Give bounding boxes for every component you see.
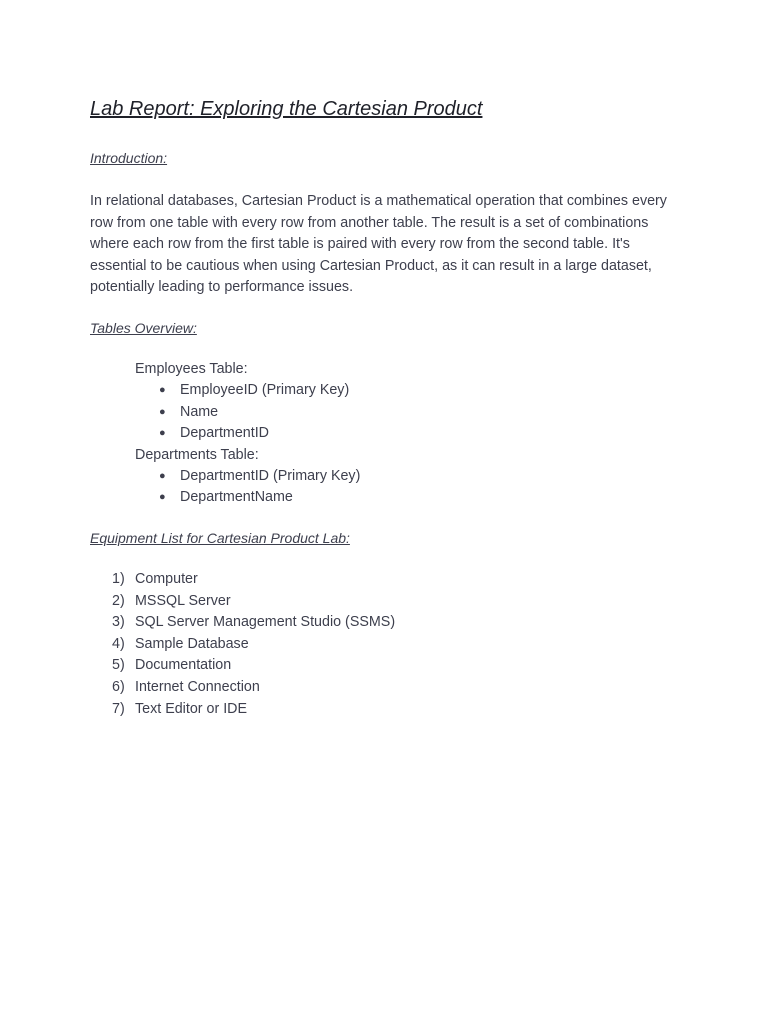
employees-columns-list <box>135 380 360 444</box>
list-item <box>135 423 360 444</box>
list-item <box>112 634 395 656</box>
equipment-list <box>112 569 395 720</box>
bullet-icon: ● <box>159 427 166 440</box>
list-item <box>112 699 395 721</box>
column-name: DepartmentName <box>180 489 293 506</box>
document-title: Lab Report: Exploring the Cartesian Product <box>90 98 483 120</box>
departments-columns-list <box>135 466 360 509</box>
item-text: Text Editor or IDE <box>135 700 248 717</box>
equipment-heading: Equipment List for Cartesian Product Lab: <box>90 530 350 546</box>
list-item <box>112 569 395 591</box>
column-name: Name <box>180 403 219 420</box>
list-item <box>112 655 395 677</box>
bullet-icon: ● <box>159 491 166 504</box>
employees-table-name: Employees Table: <box>135 361 248 377</box>
bullet-icon: ● <box>159 405 166 418</box>
item-number: 5) <box>112 657 125 674</box>
column-name: DepartmentID <box>180 425 269 442</box>
list-item <box>135 487 360 508</box>
item-number: 6) <box>112 678 125 695</box>
column-name: EmployeeID (Primary Key) <box>180 382 350 399</box>
list-item <box>112 677 395 699</box>
item-text: Internet Connection <box>135 678 260 695</box>
item-text: Computer <box>135 571 198 587</box>
tables-overview-list <box>135 359 360 509</box>
item-number: 3) <box>112 614 125 631</box>
item-text: Documentation <box>135 657 232 674</box>
item-text: Sample Database <box>135 635 249 652</box>
introduction-paragraph: In relational databases, Cartesian Product is a mathematical operation that combines every row from one table with every row from another table. The result is a set of combinations where each row from the first table is paired with every row from the second table. It's essential to be cautious when using Cartesian Product, as it can result in a large dataset, potentially leading to performance issues. <box>90 193 667 295</box>
item-number: 1) <box>112 571 125 587</box>
item-number: 4) <box>112 635 125 652</box>
list-item <box>135 466 360 487</box>
column-name: DepartmentID (Primary Key) <box>180 468 361 485</box>
introduction-heading: Introduction: <box>90 150 168 166</box>
list-item <box>112 612 395 634</box>
item-text: SQL Server Management Studio (SSMS) <box>135 614 396 631</box>
departments-table-name: Departments Table: <box>135 446 259 463</box>
list-item <box>135 380 360 401</box>
bullet-icon: ● <box>159 470 166 483</box>
item-number: 2) <box>112 592 125 609</box>
tables-overview-heading: Tables Overview: <box>90 320 197 336</box>
bullet-icon: ● <box>159 384 166 397</box>
item-text: MSSQL Server <box>135 592 231 609</box>
item-number: 7) <box>112 700 125 717</box>
list-item <box>112 591 395 613</box>
list-item <box>135 402 360 423</box>
